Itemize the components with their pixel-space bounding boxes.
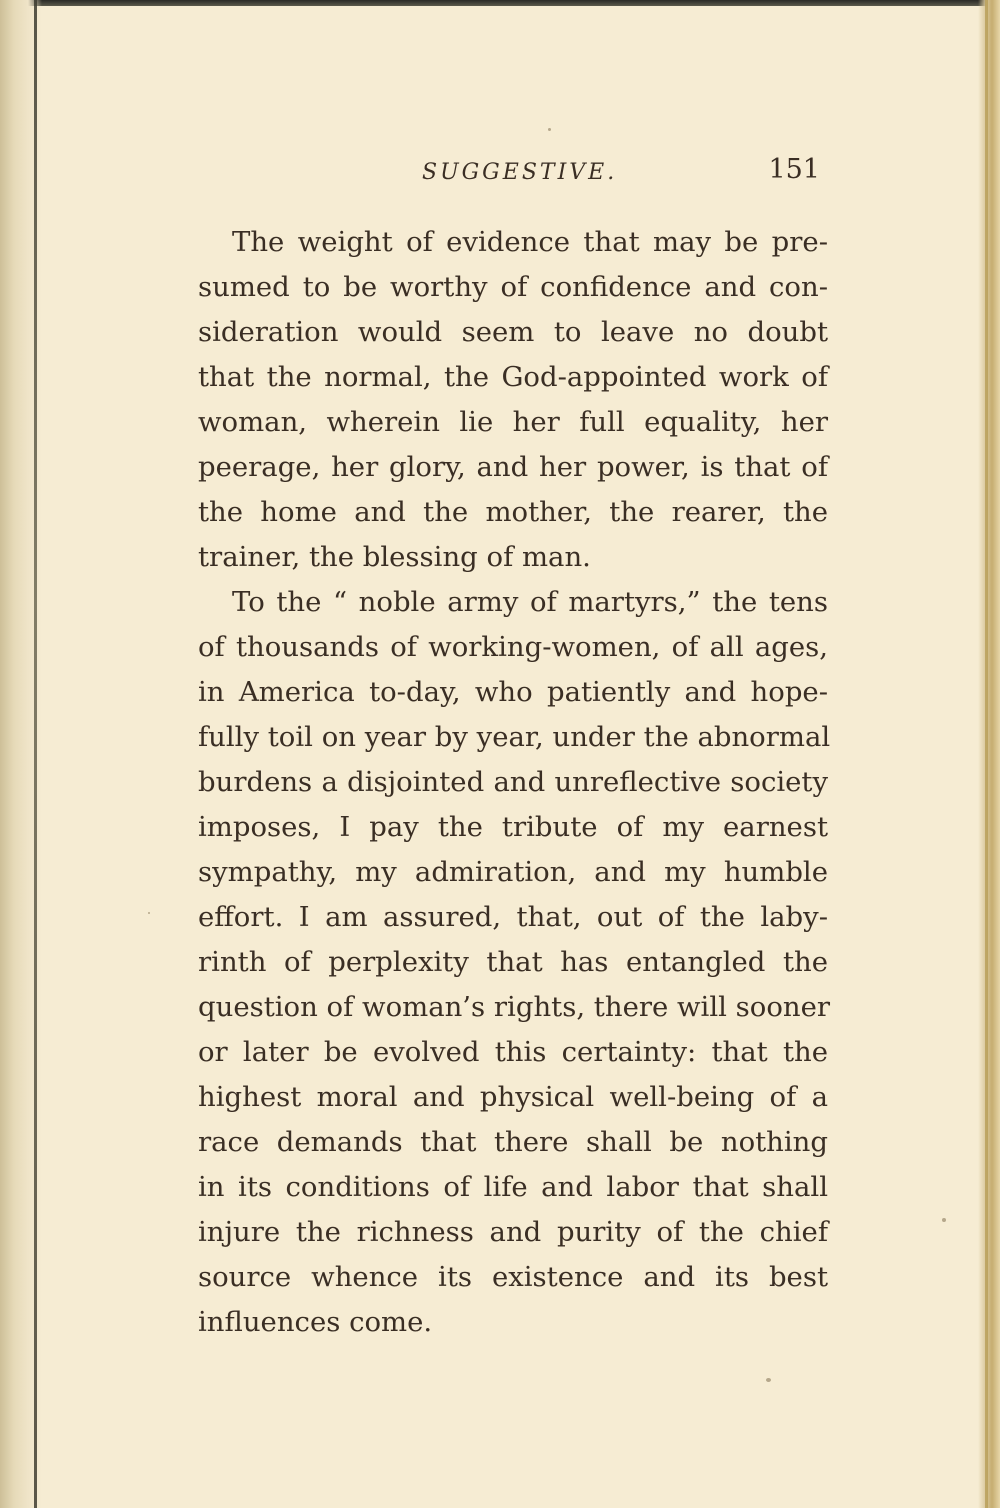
binding-edge-line: [34, 0, 37, 1508]
paragraph: [198, 580, 831, 1345]
text-line: question of woman’s rights, there will sooner: [198, 991, 831, 1023]
text-line: race demands that there shall be nothing: [198, 1126, 828, 1158]
text-line: peerage, her glory, and her power, is that of: [198, 451, 828, 483]
text-line: source whence its existence and its best: [198, 1261, 828, 1293]
text-line: sideration would seem to leave no doubt: [198, 316, 828, 348]
running-title: SUGGESTIVE.: [422, 160, 618, 185]
paper-speck: [148, 912, 150, 914]
page-fore-edge: [978, 0, 1000, 1508]
text-line: that the normal, the God-appointed work of: [198, 361, 828, 393]
text-line: the home and the mother, the rearer, the: [198, 496, 828, 528]
text-line: sumed to be worthy of confidence and con-: [198, 271, 828, 303]
text-line: influences come.: [198, 1306, 433, 1338]
text-line: in its conditions of life and labor that shall: [198, 1171, 828, 1203]
running-header: [200, 150, 826, 194]
text-line: injure the richness and purity of the chief: [198, 1216, 828, 1248]
paper-speck: [548, 128, 551, 131]
page-fore-edge-line: [985, 0, 988, 1508]
paper-speck: [942, 1218, 946, 1222]
text-line: sympathy, my admiration, and my humble: [198, 856, 828, 888]
page-number: 151: [768, 154, 820, 185]
body-text: [198, 220, 831, 1345]
text-line: highest moral and physical well-being of a: [198, 1081, 828, 1113]
text-line: or later be evolved this certainty: that the: [198, 1036, 828, 1068]
text-line: effort. I am assured, that, out of the laby-: [198, 901, 828, 933]
book-top-edge: [0, 0, 1000, 6]
text-line: The weight of evidence that may be pre-: [232, 226, 828, 258]
text-line: To the “ noble army of martyrs,” the tens: [232, 586, 828, 618]
text-line: woman, wherein lie her full equality, her: [198, 406, 828, 438]
text-line: of thousands of working-women, of all ages,: [198, 631, 828, 663]
text-line: rinth of perplexity that has entangled the: [198, 946, 828, 978]
text-line: in America to-day, who patiently and hope-: [198, 676, 828, 708]
text-line: fully toil on year by year, under the abnormal: [198, 721, 831, 753]
text-line: imposes, I pay the tribute of my earnest: [198, 811, 828, 843]
paper-speck: [766, 1378, 771, 1382]
text-line: burdens a disjointed and unreflective society: [198, 766, 828, 798]
text-line: trainer, the blessing of man.: [198, 541, 591, 573]
paragraph: [198, 220, 828, 580]
